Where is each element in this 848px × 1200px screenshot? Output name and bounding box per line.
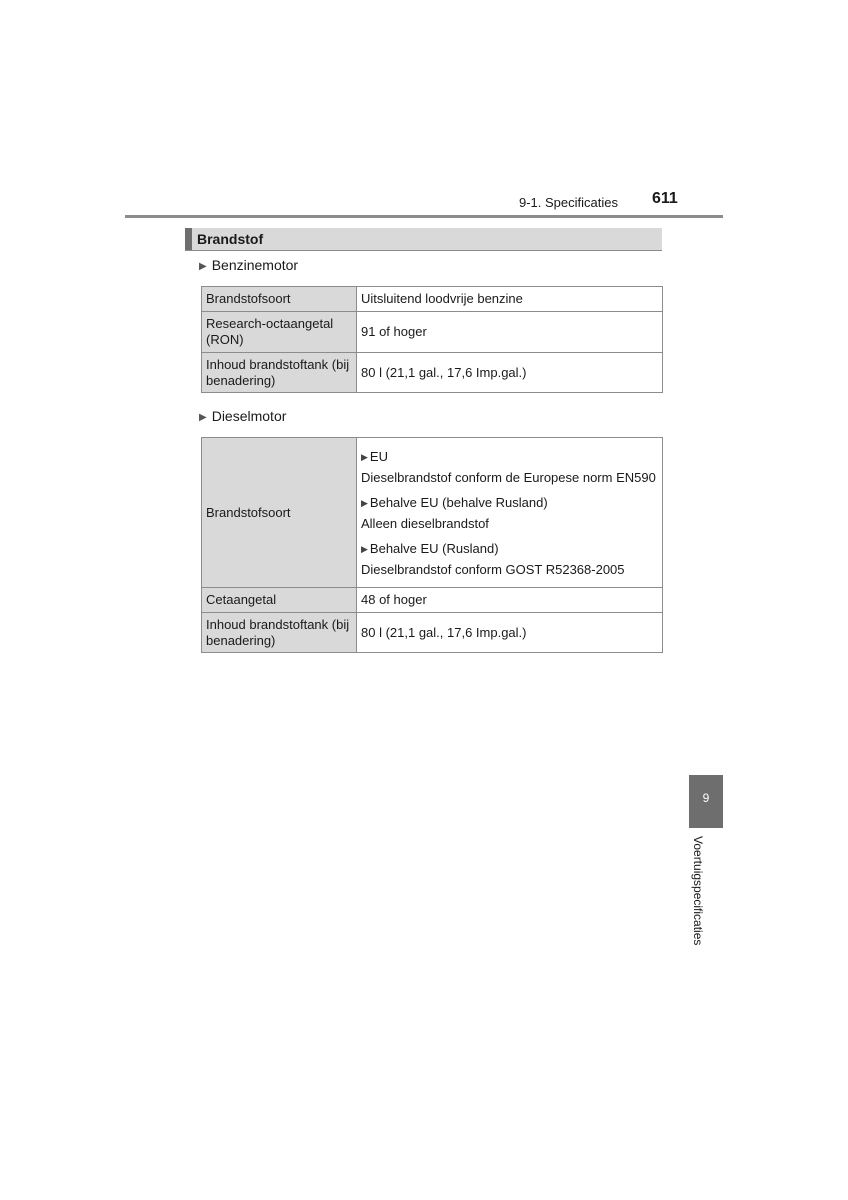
fuel-region: Behalve EU (Rusland): [369, 541, 499, 556]
section-accent-marker: [185, 228, 192, 250]
table-row: [202, 353, 663, 393]
section-title: Brandstof: [197, 231, 264, 247]
diesel-spec-table: [201, 437, 663, 653]
row-label: Brandstofsoort: [202, 287, 357, 312]
section-title-bar: [185, 228, 662, 251]
fuel-spec-item: [361, 495, 657, 532]
fuel-requirement: Dieselbrandstof conform GOST R52368-2005: [361, 562, 625, 577]
benzine-spec-table: [201, 286, 663, 393]
chapter-tab-label: Voertuigspecificaties: [691, 836, 705, 946]
benzine-heading-label: Benzinemotor: [211, 257, 299, 273]
fuel-region: Behalve EU (behalve Rusland): [369, 495, 548, 510]
row-label: Brandstofsoort: [202, 438, 357, 588]
fuel-requirement: Alleen dieselbrandstof: [361, 516, 489, 531]
row-value: 48 of hoger: [357, 588, 663, 613]
triangle-bullet-icon: ▶: [361, 544, 368, 554]
triangle-bullet-icon: ▶: [199, 261, 207, 272]
row-label: Inhoud brandstoftank (bij benadering): [202, 613, 357, 653]
triangle-bullet-icon: ▶: [361, 452, 368, 462]
table-row: [202, 438, 663, 588]
chapter-tab: [689, 775, 723, 828]
fuel-spec-item: [361, 541, 657, 578]
table-row: [202, 613, 663, 653]
row-label: Cetaangetal: [202, 588, 357, 613]
table-row: [202, 287, 663, 312]
fuel-spec-item: [361, 449, 657, 486]
benzine-heading: [199, 257, 298, 273]
row-value: 80 l (21,1 gal., 17,6 Imp.gal.): [357, 613, 663, 653]
page-number: 611: [652, 190, 678, 207]
fuel-region: EU: [369, 449, 388, 464]
table-row: [202, 588, 663, 613]
triangle-bullet-icon: ▶: [199, 412, 207, 423]
diesel-heading: [199, 408, 286, 424]
chapter-number: 9: [702, 791, 710, 805]
triangle-bullet-icon: ▶: [361, 498, 368, 508]
row-value: 80 l (21,1 gal., 17,6 Imp.gal.): [357, 353, 663, 393]
row-value: [357, 438, 663, 588]
row-label: Inhoud brandstoftank (bij benadering): [202, 353, 357, 393]
header-divider: [125, 215, 723, 218]
row-label: Research-octaangetal (RON): [202, 312, 357, 353]
diesel-heading-label: Dieselmotor: [211, 408, 287, 424]
row-value: 91 of hoger: [357, 312, 663, 353]
fuel-requirement: Dieselbrandstof conform de Europese norm EN590: [361, 470, 656, 485]
row-value: Uitsluitend loodvrije benzine: [357, 287, 663, 312]
running-header-section: 9-1. Specificaties: [519, 195, 618, 210]
table-row: [202, 312, 663, 353]
